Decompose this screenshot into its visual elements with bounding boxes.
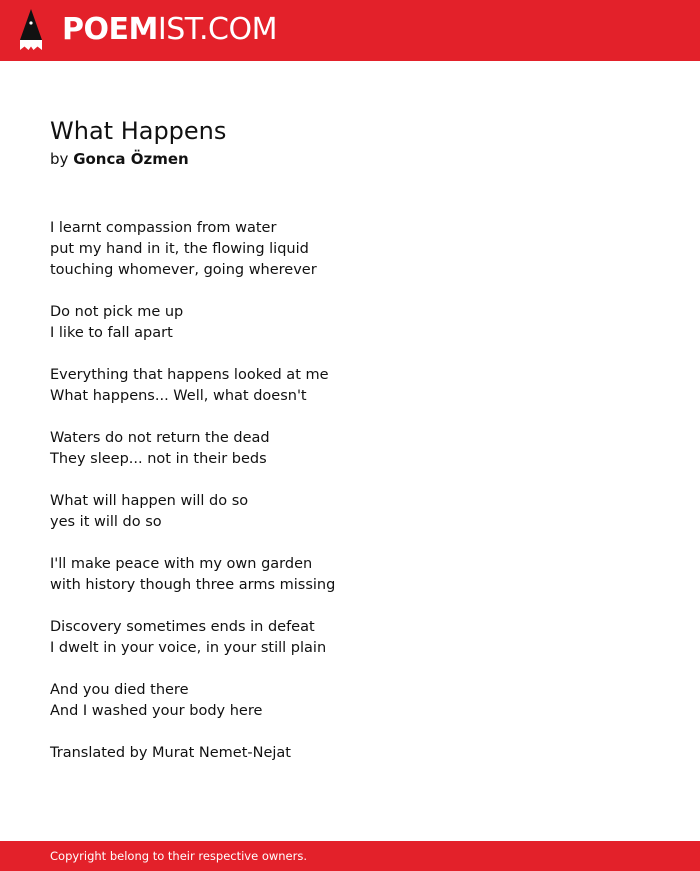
translator-credit: Translated by Murat Nemet-Nejat — [50, 745, 291, 761]
stanza — [50, 491, 650, 533]
poem-line: with history though three arms missing — [50, 577, 336, 593]
poem-line: What happens... Well, what doesn't — [50, 388, 307, 404]
poem-line: I learnt compassion from water — [50, 220, 277, 236]
stanza — [50, 680, 650, 722]
logo-text-bold: POEM — [62, 12, 158, 47]
copyright-notice: Copyright belong to their respective owners. — [50, 849, 308, 863]
stanza — [50, 365, 650, 407]
poem-line: I like to fall apart — [50, 325, 173, 341]
stanza — [50, 302, 650, 344]
poem-line: What will happen will do so — [50, 493, 249, 509]
site-header — [0, 0, 700, 61]
poem-line: Discovery sometimes ends in defeat — [50, 619, 315, 635]
author-name: Gonca Özmen — [73, 150, 189, 168]
poem-line: Do not pick me up — [50, 304, 184, 320]
poem-line: I dwelt in your voice, in your still plain — [50, 640, 327, 656]
poem-line: Waters do not return the dead — [50, 430, 270, 446]
poem-line: They sleep... not in their beds — [50, 451, 267, 467]
poem-line: Everything that happens looked at me — [50, 367, 329, 383]
poem-line: yes it will do so — [50, 514, 162, 530]
byline — [50, 148, 189, 170]
site-logo[interactable] — [62, 12, 277, 48]
site-footer — [0, 841, 700, 871]
poem-title: What Happens — [50, 117, 227, 145]
poem-line: I'll make peace with my own garden — [50, 556, 313, 572]
stanza — [50, 218, 650, 281]
stanza — [50, 617, 650, 659]
poem-line: And I washed your body here — [50, 703, 263, 719]
logo-text-light: IST.COM — [157, 12, 277, 47]
stanza — [50, 428, 650, 470]
poem-body — [50, 218, 650, 764]
poem-line: touching whomever, going wherever — [50, 262, 317, 278]
stanza — [50, 554, 650, 596]
poem-line: And you died there — [50, 682, 189, 698]
by-label: by — [50, 150, 69, 168]
poem-line: put my hand in it, the flowing liquid — [50, 241, 309, 257]
pen-nib-icon — [18, 9, 44, 52]
